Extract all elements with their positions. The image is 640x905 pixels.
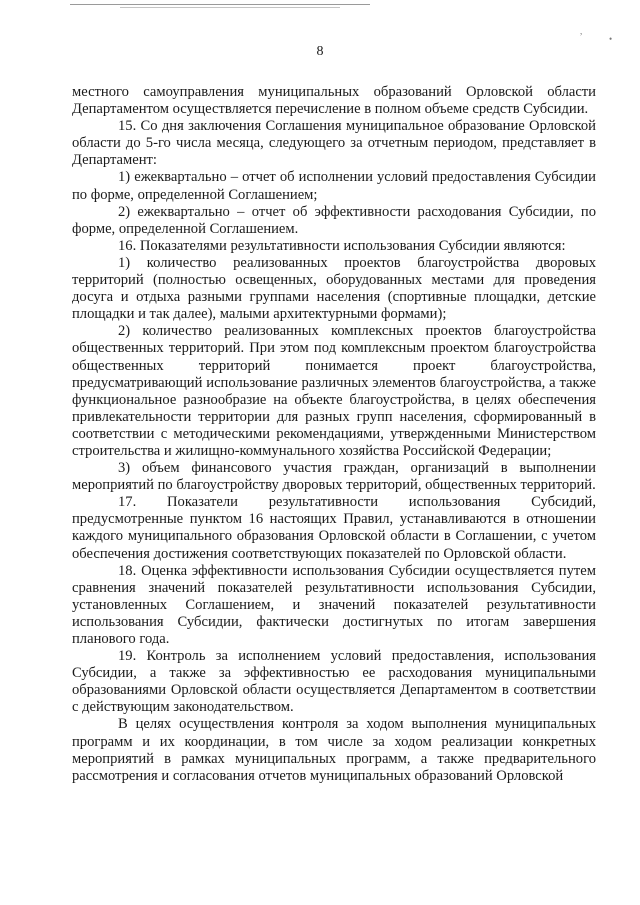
list-item: 2) количество реализованных комплексных проектов благоустройства общественных территорий. При этом под комплексным проектом благоустройства общественных территорий понимается проект благоустройства, предусматривающий использование различных элементов благоустройства, а также функциональное разнообразие на объекте благоустройства, в целях обеспечения привлекательности территории для разных групп населения, сформированный в соответствии с методическими рекомендациями, утвержденными Министерством строительства и жилищно-коммунального хозяйства Российской Федерации; bbox=[72, 323, 596, 459]
list-item: 1) ежеквартально – отчет об исполнении условий предоставления Субсидии по форме, определенной Соглашением; bbox=[72, 169, 596, 203]
scan-edge-line bbox=[120, 7, 340, 8]
scan-edge-line bbox=[70, 4, 370, 5]
scan-speck: , bbox=[580, 26, 583, 36]
paragraph: 19. Контроль за исполнением условий предоставления, использования Субсидии, а также за эффективностью ее расходования муниципальными образованиями Орловской области осуществляется Департаментом в соответствии с действующим законодательством. bbox=[72, 648, 596, 716]
scan-speck: • bbox=[609, 34, 613, 44]
paragraph: 17. Показатели результативности использования Субсидий, предусмотренные пунктом 16 настоящих Правил, устанавливаются в отношении каждого муниципального образования Орловской области в Соглашении, с учетом обеспечения достижения соответствующих показателей по Орловской области. bbox=[72, 494, 596, 562]
paragraph: 16. Показателями результативности использования Субсидии являются: bbox=[118, 237, 566, 254]
list-item: 3) объем финансового участия граждан, организаций в выполнении мероприятий по благоустройству дворовых территорий, общественных территорий. bbox=[72, 460, 596, 494]
page-number: 8 bbox=[316, 44, 324, 59]
paragraph: 15. Со дня заключения Соглашения муниципальное образование Орловской области до 5-го числа месяца, следующего за отчетным периодом, представляет в Департамент: bbox=[72, 118, 596, 169]
paragraph: 18. Оценка эффективности использования Субсидии осуществляется путем сравнения значений показателей результативности использования Субсидии, установленных Соглашением, и значений показателей результативности использования Субсидии, фактически достигнутых по итогам завершения планового года. bbox=[72, 562, 596, 647]
paragraph: В целях осуществления контроля за ходом выполнения муниципальных программ и их координации, в том числе за ходом реализации конкретных мероприятий в рамках муниципальных программ, а также предварительного рассмотрения и согласования отчетов муниципальных образований Орловской bbox=[72, 716, 596, 784]
paragraph: местного самоуправления муниципальных образований Орловской области Департаментом осуществляется перечисление в полном объеме средств Субсидии. bbox=[72, 84, 596, 118]
document-body bbox=[72, 84, 596, 785]
list-item: 1) количество реализованных проектов благоустройства дворовых территорий (полностью освещенных, оборудованных местами для проведения досуга и отдыха разными группами населения (спортивные площадки, детские площадки и так далее), малыми архитектурными формами); bbox=[72, 254, 596, 323]
list-item: 2) ежеквартально – отчет об эффективности расходования Субсидии, по форме, определенной Соглашением. bbox=[72, 203, 596, 237]
